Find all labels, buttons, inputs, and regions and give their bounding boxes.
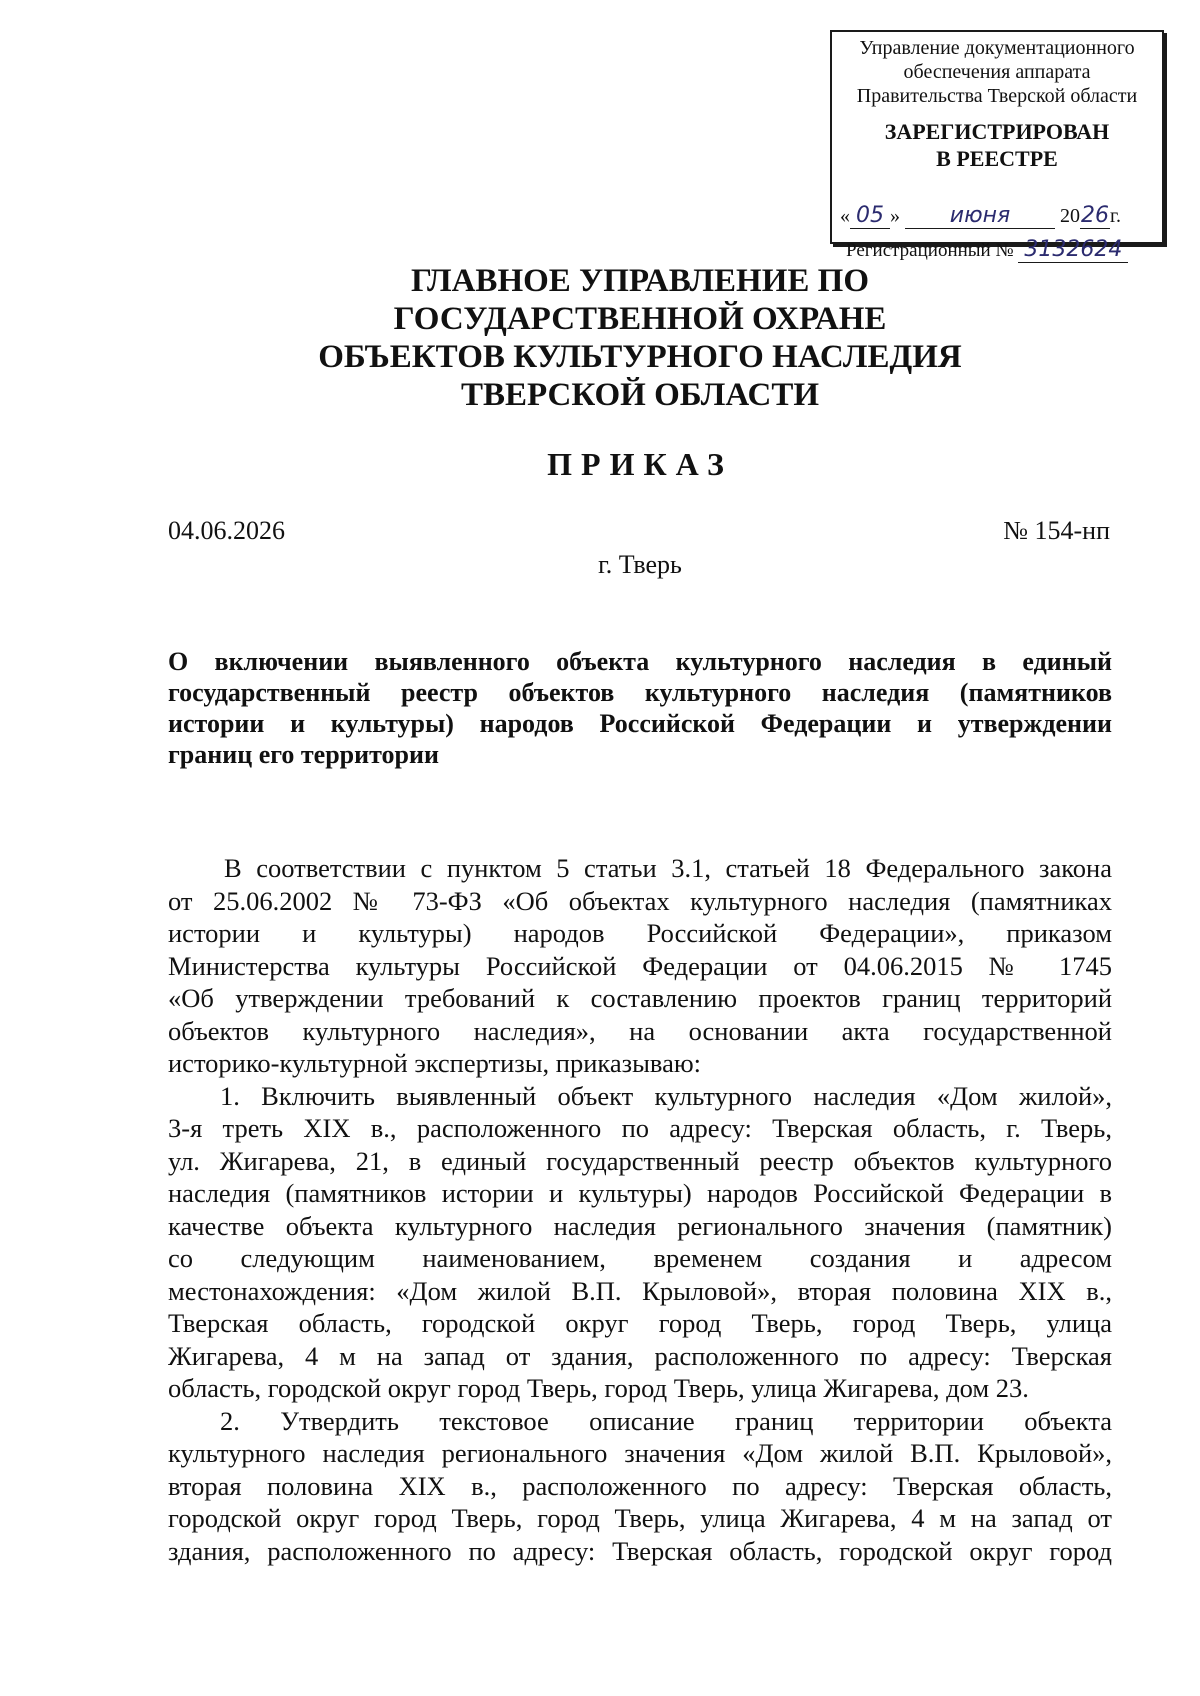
body-line: вторая половина XIX в., расположенного по адресу: Тверская область, (168, 1470, 1112, 1501)
body-line: здания, расположенного по адресу: Тверская область, городской округ город (168, 1535, 1112, 1566)
stamp-reg-label: Регистрационный № (846, 240, 1014, 261)
body-line: Жигарева, 4 м на запад от здания, расположенного по адресу: Тверская (168, 1340, 1112, 1371)
organization-name-line: ТВЕРСКОЙ ОБЛАСТИ (460, 377, 820, 413)
registration-stamp (830, 30, 1164, 262)
subject-line: О включении выявленного объекта культурного наследия в единый (168, 647, 1112, 676)
subject-line: границ его территории (168, 740, 439, 769)
body-line: 3-я треть XIX в., расположенного по адресу: Тверская область, г. Тверь, (168, 1113, 1112, 1143)
stamp-date-year-suffix: 26 (1081, 203, 1109, 228)
stamp-date-month: июня (905, 204, 1055, 229)
stamp-date-day: 05 (850, 204, 890, 229)
body-line: Тверская область, городской округ город Тверь, город Тверь, улица (168, 1308, 1112, 1338)
document-number: № 154-нп (1003, 516, 1110, 545)
organization-name (200, 262, 1080, 414)
body-line: местонахождения: «Дом жилой В.П. Крыловой», вторая половина XIX в., (168, 1275, 1112, 1306)
body-line: Министерства культуры Российской Федерации от 04.06.2015 № 1745 (168, 950, 1112, 981)
stamp-line: Управление документационного (859, 37, 1135, 59)
stamp-reg-number: 3132624 (1018, 238, 1128, 263)
stamp-registration-row (846, 238, 1156, 263)
subject-line: государственный реестр объектов культурного наследия (памятников (168, 678, 1112, 707)
stamp-date-suffix: г. (1110, 205, 1121, 227)
document-city: г. Тверь (598, 550, 682, 579)
body-line: объектов культурного наследия», на основании акта государственной (168, 1015, 1112, 1046)
paragraph-item-2 (168, 1405, 1112, 1568)
body-line: культурного наследия регионального значения «Дом жилой В.П. Крыловой», (168, 1438, 1112, 1468)
document-date: 04.06.2026 (168, 516, 285, 545)
paragraph-item-1 (168, 1080, 1112, 1405)
body-line: ул. Жигарева, 21, в единый государственный реестр объектов культурного (168, 1145, 1112, 1176)
body-line: наследия (памятников истории и культуры) народов Российской Федерации в (168, 1178, 1112, 1208)
stamp-line: Правительства Тверской области (856, 85, 1138, 107)
document-subject (168, 646, 1112, 770)
body-line: историко-культурной экспертизы, приказываю: (168, 1048, 702, 1078)
body-line: «Об утверждении требований к составлению проектов границ территорий (168, 983, 1112, 1013)
stamp-line: обеспечения аппарата (903, 61, 1091, 83)
body-line: городской округ город Тверь, город Тверь, улица Жигарева, 4 м на запад от (168, 1503, 1112, 1533)
paragraph-preamble (168, 852, 1112, 1080)
body-line: от 25.06.2002 № 73-ФЗ «Об объектах культурного наследия (памятниках (168, 885, 1112, 916)
body-line: В соответствии с пунктом 5 статьи 3.1, статьей 18 Федерального закона (224, 853, 1112, 883)
stamp-date-year-prefix: 20 (1060, 205, 1080, 227)
body-line: 1. Включить выявленный объект культурного наследия «Дом жилой», (220, 1080, 1112, 1111)
stamp-status-line: В РЕЕСТРЕ (936, 146, 1058, 171)
organization-name-line: ГОСУДАРСТВЕННОЙ ОХРАНЕ (393, 301, 887, 337)
organization-name-line: ГЛАВНОЕ УПРАВЛЕНИЕ ПО (411, 263, 869, 299)
organization-name-line: ОБЪЕКТОВ КУЛЬТУРНОГО НАСЛЕДИЯ (318, 339, 962, 375)
body-line: истории и культуры) народов Российской Федерации», приказом (168, 918, 1112, 948)
body-line: область, городской округ город Тверь, город Тверь, улица Жигарева, дом 23. (168, 1373, 1029, 1403)
document-type: ПРИКАЗ (547, 446, 733, 482)
body-line: качестве объекта культурного наследия регионального значения (памятник) (168, 1210, 1112, 1241)
stamp-status-line: ЗАРЕГИСТРИРОВАН (884, 119, 1110, 144)
document-body (168, 852, 1112, 1567)
body-line: со следующим наименованием, временем создания и адресом (168, 1243, 1112, 1273)
body-line: 2. Утвердить текстовое описание границ территории объекта (220, 1405, 1112, 1436)
stamp-date-row: « 05 » июня 2026г. (840, 203, 1121, 228)
subject-line: истории и культуры) народов Российской Федерации и утверждении (168, 709, 1112, 738)
